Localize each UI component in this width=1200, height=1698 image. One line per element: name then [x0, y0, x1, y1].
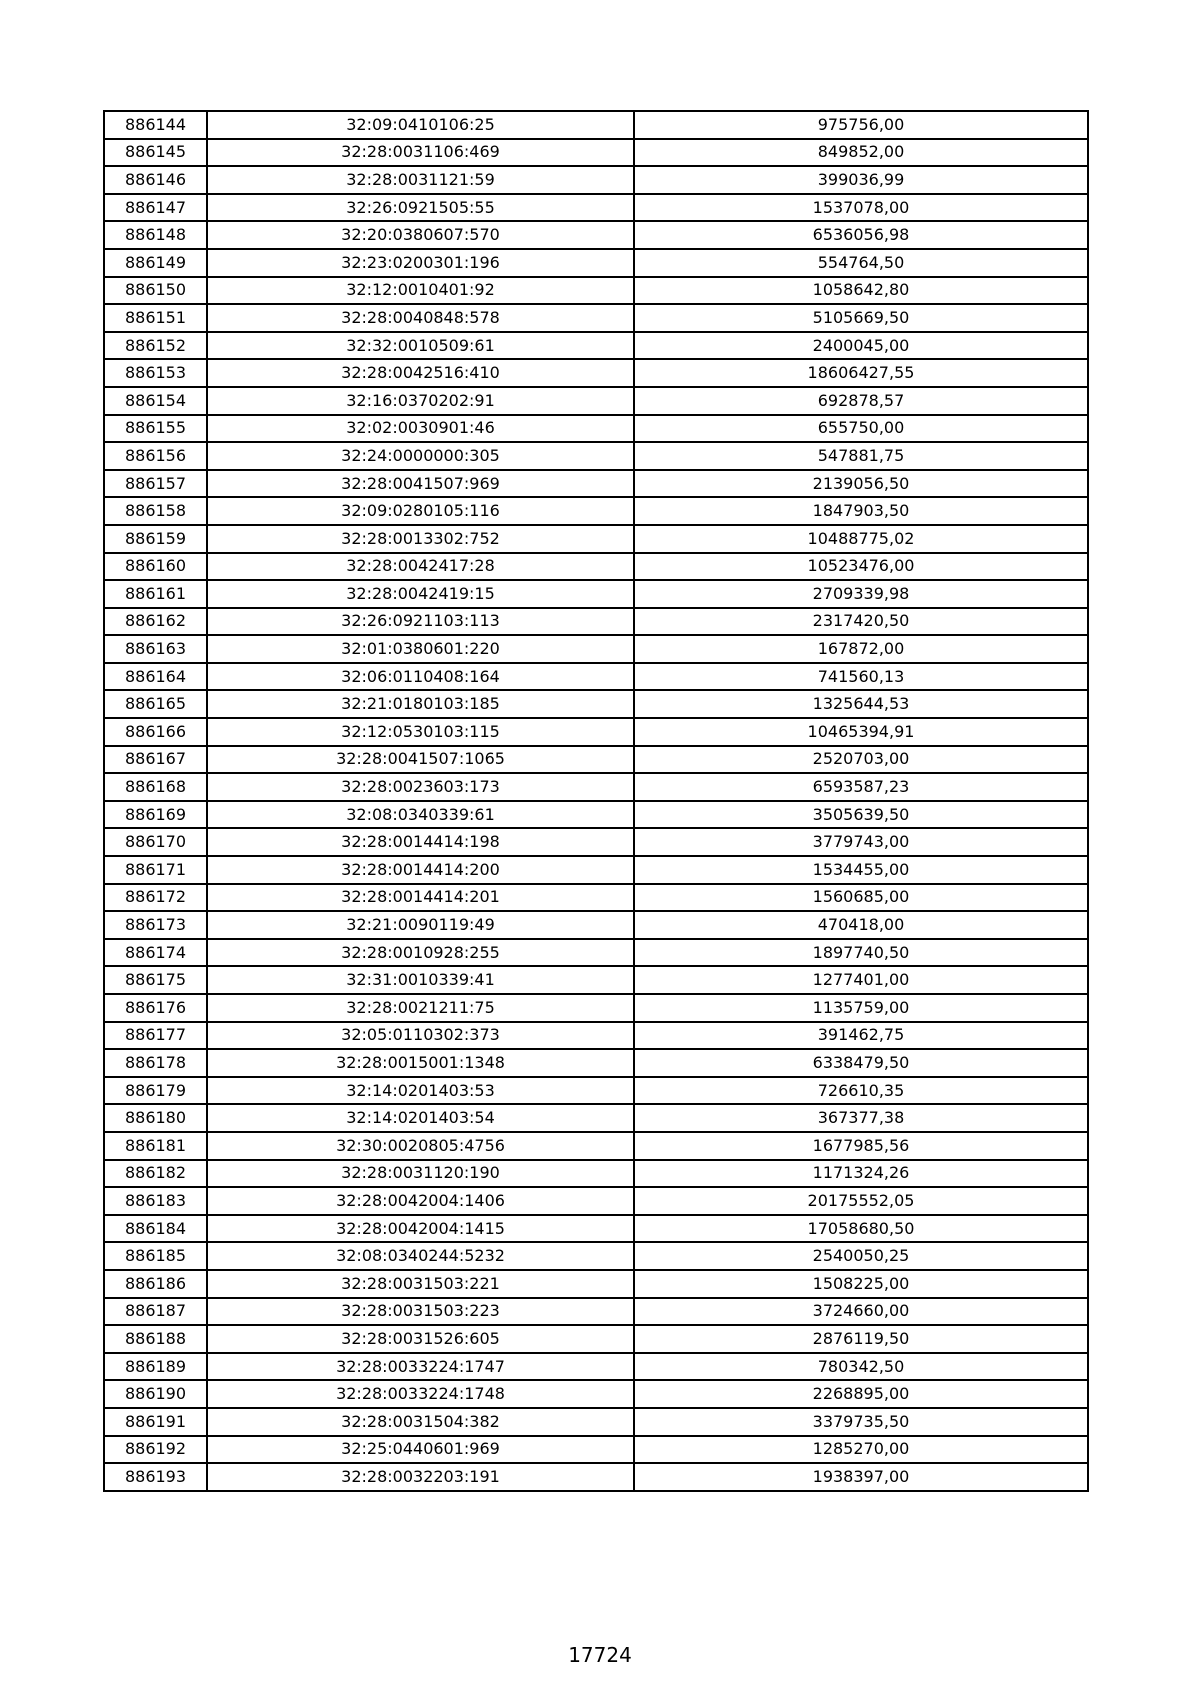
- row-number-cell: 886161: [104, 580, 207, 608]
- value-cell: 2139056,50: [634, 470, 1088, 498]
- cadastral-number-cell: 32:14:0201403:54: [207, 1104, 634, 1132]
- row-number-cell: 886185: [104, 1242, 207, 1270]
- value-cell: 1171324,26: [634, 1160, 1088, 1188]
- cadastral-number-cell: 32:09:0280105:116: [207, 497, 634, 525]
- row-number-cell: 886189: [104, 1353, 207, 1381]
- table-row: [104, 1104, 1088, 1132]
- cadastral-number-cell: 32:28:0042004:1406: [207, 1187, 634, 1215]
- value-cell: 391462,75: [634, 1022, 1088, 1050]
- table-row: [104, 1298, 1088, 1326]
- row-number-cell: 886186: [104, 1270, 207, 1298]
- data-table: [103, 110, 1089, 1492]
- row-number-cell: 886171: [104, 856, 207, 884]
- value-cell: 1058642,80: [634, 277, 1088, 305]
- value-cell: 2268895,00: [634, 1380, 1088, 1408]
- cadastral-number-cell: 32:28:0031526:605: [207, 1325, 634, 1353]
- value-cell: 1508225,00: [634, 1270, 1088, 1298]
- row-number-cell: 886193: [104, 1463, 207, 1491]
- cadastral-number-cell: 32:28:0013302:752: [207, 525, 634, 553]
- cadastral-number-cell: 32:28:0042419:15: [207, 580, 634, 608]
- value-cell: 1847903,50: [634, 497, 1088, 525]
- value-cell: 1534455,00: [634, 856, 1088, 884]
- table-row: [104, 1408, 1088, 1436]
- table-row: [104, 249, 1088, 277]
- row-number-cell: 886160: [104, 553, 207, 581]
- row-number-cell: 886163: [104, 635, 207, 663]
- row-number-cell: 886152: [104, 332, 207, 360]
- cadastral-number-cell: 32:28:0031106:469: [207, 139, 634, 167]
- row-number-cell: 886190: [104, 1380, 207, 1408]
- value-cell: 655750,00: [634, 415, 1088, 443]
- cadastral-number-cell: 32:28:0040848:578: [207, 304, 634, 332]
- table-row: [104, 1215, 1088, 1243]
- cadastral-number-cell: 32:26:0921103:113: [207, 608, 634, 636]
- table-row: [104, 470, 1088, 498]
- table-row: [104, 1463, 1088, 1491]
- cadastral-number-cell: 32:32:0010509:61: [207, 332, 634, 360]
- value-cell: 399036,99: [634, 166, 1088, 194]
- cadastral-number-cell: 32:21:0180103:185: [207, 690, 634, 718]
- table-row: [104, 939, 1088, 967]
- value-cell: 554764,50: [634, 249, 1088, 277]
- value-cell: 18606427,55: [634, 359, 1088, 387]
- cadastral-number-cell: 32:28:0031503:223: [207, 1298, 634, 1326]
- value-cell: 10523476,00: [634, 553, 1088, 581]
- table-row: [104, 994, 1088, 1022]
- cadastral-number-cell: 32:25:0440601:969: [207, 1436, 634, 1464]
- cadastral-number-cell: 32:28:0033224:1748: [207, 1380, 634, 1408]
- table-row: [104, 635, 1088, 663]
- table-row: [104, 1077, 1088, 1105]
- row-number-cell: 886145: [104, 139, 207, 167]
- value-cell: 2540050,25: [634, 1242, 1088, 1270]
- row-number-cell: 886184: [104, 1215, 207, 1243]
- value-cell: 2709339,98: [634, 580, 1088, 608]
- cadastral-number-cell: 32:26:0921505:55: [207, 194, 634, 222]
- row-number-cell: 886174: [104, 939, 207, 967]
- value-cell: 167872,00: [634, 635, 1088, 663]
- value-cell: 3779743,00: [634, 828, 1088, 856]
- table-row: [104, 1187, 1088, 1215]
- table-row: [104, 1436, 1088, 1464]
- table-row: [104, 277, 1088, 305]
- value-cell: 3724660,00: [634, 1298, 1088, 1326]
- value-cell: 1897740,50: [634, 939, 1088, 967]
- table-row: [104, 966, 1088, 994]
- value-cell: 1537078,00: [634, 194, 1088, 222]
- cadastral-number-cell: 32:28:0042417:28: [207, 553, 634, 581]
- table-body: [104, 111, 1088, 1491]
- value-cell: 20175552,05: [634, 1187, 1088, 1215]
- cadastral-number-cell: 32:28:0023603:173: [207, 773, 634, 801]
- row-number-cell: 886182: [104, 1160, 207, 1188]
- cadastral-number-cell: 32:28:0041507:969: [207, 470, 634, 498]
- cadastral-number-cell: 32:28:0010928:255: [207, 939, 634, 967]
- table-row: [104, 332, 1088, 360]
- value-cell: 849852,00: [634, 139, 1088, 167]
- row-number-cell: 886144: [104, 111, 207, 139]
- row-number-cell: 886162: [104, 608, 207, 636]
- cadastral-number-cell: 32:28:0042004:1415: [207, 1215, 634, 1243]
- value-cell: 2520703,00: [634, 746, 1088, 774]
- table-row: [104, 1242, 1088, 1270]
- table-row: [104, 415, 1088, 443]
- value-cell: 367377,38: [634, 1104, 1088, 1132]
- value-cell: 1285270,00: [634, 1436, 1088, 1464]
- value-cell: 5105669,50: [634, 304, 1088, 332]
- value-cell: 1560685,00: [634, 884, 1088, 912]
- cadastral-number-cell: 32:30:0020805:4756: [207, 1132, 634, 1160]
- cadastral-number-cell: 32:20:0380607:570: [207, 221, 634, 249]
- row-number-cell: 886146: [104, 166, 207, 194]
- value-cell: 3379735,50: [634, 1408, 1088, 1436]
- row-number-cell: 886172: [104, 884, 207, 912]
- table-row: [104, 884, 1088, 912]
- cadastral-number-cell: 32:28:0031504:382: [207, 1408, 634, 1436]
- row-number-cell: 886158: [104, 497, 207, 525]
- row-number-cell: 886176: [104, 994, 207, 1022]
- value-cell: 2876119,50: [634, 1325, 1088, 1353]
- row-number-cell: 886157: [104, 470, 207, 498]
- value-cell: 1277401,00: [634, 966, 1088, 994]
- table-row: [104, 1270, 1088, 1298]
- cadastral-number-cell: 32:28:0042516:410: [207, 359, 634, 387]
- value-cell: 1135759,00: [634, 994, 1088, 1022]
- row-number-cell: 886175: [104, 966, 207, 994]
- cadastral-number-cell: 32:28:0033224:1747: [207, 1353, 634, 1381]
- cadastral-number-cell: 32:28:0014414:198: [207, 828, 634, 856]
- row-number-cell: 886148: [104, 221, 207, 249]
- cadastral-number-cell: 32:16:0370202:91: [207, 387, 634, 415]
- row-number-cell: 886159: [104, 525, 207, 553]
- table-row: [104, 304, 1088, 332]
- value-cell: 2400045,00: [634, 332, 1088, 360]
- cadastral-number-cell: 32:28:0041507:1065: [207, 746, 634, 774]
- table-row: [104, 608, 1088, 636]
- value-cell: 975756,00: [634, 111, 1088, 139]
- cadastral-number-cell: 32:28:0021211:75: [207, 994, 634, 1022]
- row-number-cell: 886179: [104, 1077, 207, 1105]
- cadastral-number-cell: 32:21:0090119:49: [207, 911, 634, 939]
- cadastral-number-cell: 32:24:0000000:305: [207, 442, 634, 470]
- table-row: [104, 221, 1088, 249]
- table-row: [104, 442, 1088, 470]
- cadastral-number-cell: 32:28:0032203:191: [207, 1463, 634, 1491]
- cadastral-number-cell: 32:09:0410106:25: [207, 111, 634, 139]
- cadastral-number-cell: 32:08:0340339:61: [207, 801, 634, 829]
- cadastral-number-cell: 32:28:0031503:221: [207, 1270, 634, 1298]
- table-row: [104, 553, 1088, 581]
- cadastral-number-cell: 32:23:0200301:196: [207, 249, 634, 277]
- row-number-cell: 886164: [104, 663, 207, 691]
- cadastral-number-cell: 32:05:0110302:373: [207, 1022, 634, 1050]
- row-number-cell: 886156: [104, 442, 207, 470]
- row-number-cell: 886191: [104, 1408, 207, 1436]
- row-number-cell: 886151: [104, 304, 207, 332]
- table-row: [104, 1160, 1088, 1188]
- row-number-cell: 886169: [104, 801, 207, 829]
- row-number-cell: 886183: [104, 1187, 207, 1215]
- value-cell: 692878,57: [634, 387, 1088, 415]
- row-number-cell: 886155: [104, 415, 207, 443]
- cadastral-number-cell: 32:28:0031121:59: [207, 166, 634, 194]
- row-number-cell: 886165: [104, 690, 207, 718]
- row-number-cell: 886177: [104, 1022, 207, 1050]
- row-number-cell: 886150: [104, 277, 207, 305]
- table-row: [104, 1132, 1088, 1160]
- row-number-cell: 886167: [104, 746, 207, 774]
- cadastral-number-cell: 32:14:0201403:53: [207, 1077, 634, 1105]
- row-number-cell: 886154: [104, 387, 207, 415]
- value-cell: 741560,13: [634, 663, 1088, 691]
- cadastral-number-cell: 32:12:0010401:92: [207, 277, 634, 305]
- cadastral-number-cell: 32:28:0014414:200: [207, 856, 634, 884]
- cadastral-number-cell: 32:28:0031120:190: [207, 1160, 634, 1188]
- cadastral-number-cell: 32:31:0010339:41: [207, 966, 634, 994]
- table-row: [104, 911, 1088, 939]
- value-cell: 6536056,98: [634, 221, 1088, 249]
- value-cell: 470418,00: [634, 911, 1088, 939]
- row-number-cell: 886180: [104, 1104, 207, 1132]
- value-cell: 17058680,50: [634, 1215, 1088, 1243]
- value-cell: 547881,75: [634, 442, 1088, 470]
- table-row: [104, 139, 1088, 167]
- cadastral-number-cell: 32:28:0014414:201: [207, 884, 634, 912]
- table-row: [104, 1353, 1088, 1381]
- value-cell: 10488775,02: [634, 525, 1088, 553]
- table-row: [104, 773, 1088, 801]
- row-number-cell: 886153: [104, 359, 207, 387]
- cadastral-number-cell: 32:02:0030901:46: [207, 415, 634, 443]
- table-row: [104, 663, 1088, 691]
- table-row: [104, 801, 1088, 829]
- row-number-cell: 886173: [104, 911, 207, 939]
- table-row: [104, 580, 1088, 608]
- table-row: [104, 525, 1088, 553]
- table-row: [104, 746, 1088, 774]
- value-cell: 2317420,50: [634, 608, 1088, 636]
- row-number-cell: 886178: [104, 1049, 207, 1077]
- table-row: [104, 359, 1088, 387]
- value-cell: 1938397,00: [634, 1463, 1088, 1491]
- value-cell: 3505639,50: [634, 801, 1088, 829]
- cadastral-number-cell: 32:01:0380601:220: [207, 635, 634, 663]
- value-cell: 6593587,23: [634, 773, 1088, 801]
- value-cell: 1325644,53: [634, 690, 1088, 718]
- row-number-cell: 886168: [104, 773, 207, 801]
- table-row: [104, 387, 1088, 415]
- table-row: [104, 856, 1088, 884]
- cadastral-number-cell: 32:12:0530103:115: [207, 718, 634, 746]
- row-number-cell: 886170: [104, 828, 207, 856]
- row-number-cell: 886149: [104, 249, 207, 277]
- cadastral-number-cell: 32:08:0340244:5232: [207, 1242, 634, 1270]
- value-cell: 1677985,56: [634, 1132, 1088, 1160]
- row-number-cell: 886192: [104, 1436, 207, 1464]
- table-row: [104, 111, 1088, 139]
- table-row: [104, 497, 1088, 525]
- table-row: [104, 1325, 1088, 1353]
- table-row: [104, 1380, 1088, 1408]
- value-cell: 780342,50: [634, 1353, 1088, 1381]
- table-row: [104, 194, 1088, 222]
- table-row: [104, 1049, 1088, 1077]
- table-row: [104, 166, 1088, 194]
- value-cell: 10465394,91: [634, 718, 1088, 746]
- table-row: [104, 690, 1088, 718]
- page-number: 17724: [568, 1643, 632, 1667]
- value-cell: 726610,35: [634, 1077, 1088, 1105]
- row-number-cell: 886187: [104, 1298, 207, 1326]
- row-number-cell: 886166: [104, 718, 207, 746]
- cadastral-number-cell: 32:06:0110408:164: [207, 663, 634, 691]
- table-row: [104, 1022, 1088, 1050]
- table-row: [104, 718, 1088, 746]
- value-cell: 6338479,50: [634, 1049, 1088, 1077]
- row-number-cell: 886181: [104, 1132, 207, 1160]
- row-number-cell: 886188: [104, 1325, 207, 1353]
- table-row: [104, 828, 1088, 856]
- cadastral-number-cell: 32:28:0015001:1348: [207, 1049, 634, 1077]
- row-number-cell: 886147: [104, 194, 207, 222]
